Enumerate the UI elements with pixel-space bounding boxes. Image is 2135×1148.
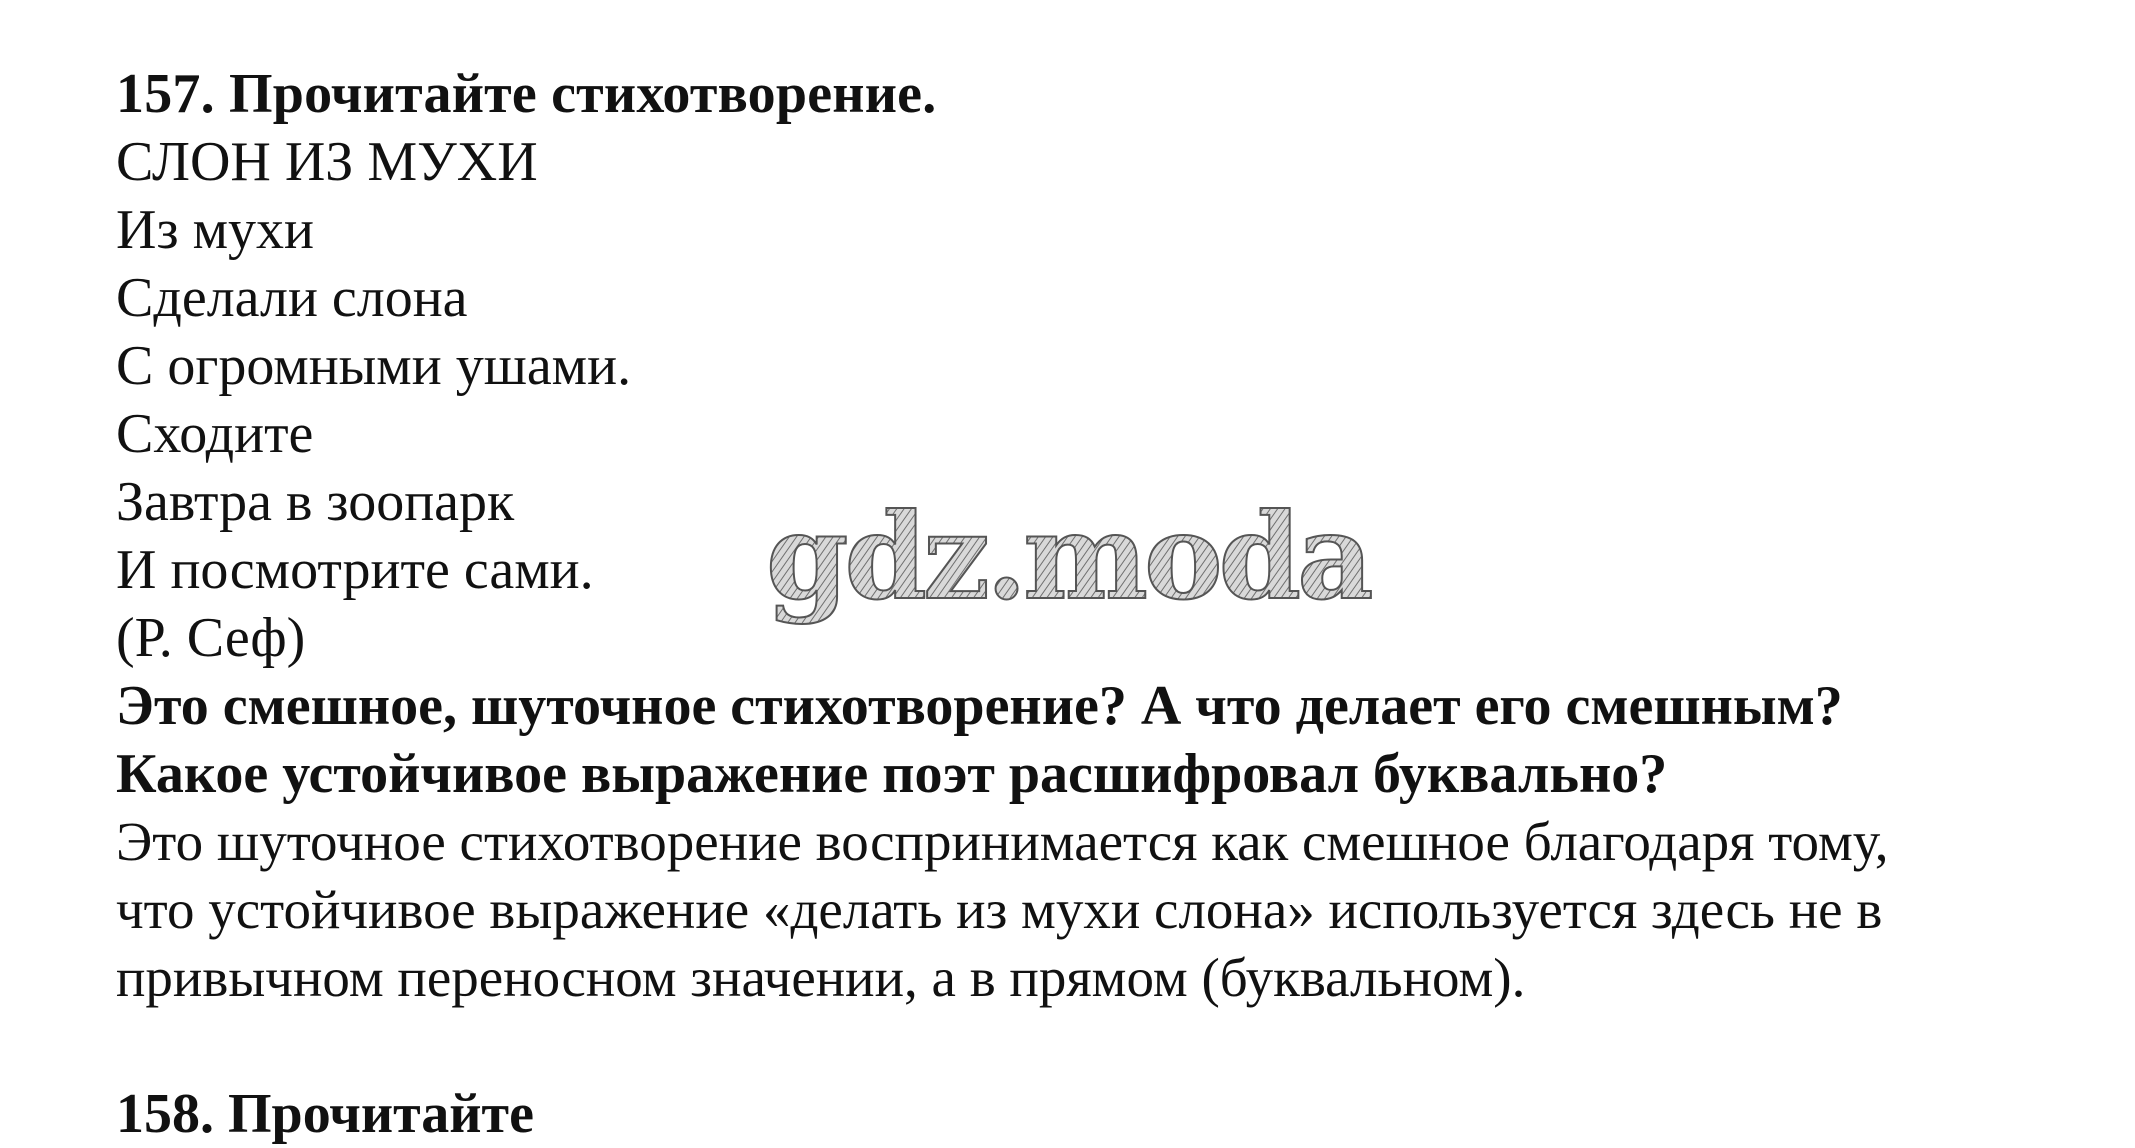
exercise-heading: 157. Прочитайте стихотворение. [116, 63, 937, 125]
poem-line: Сделали слона [116, 267, 468, 329]
cut-next-exercise-text: 158. Прочитайте [116, 1083, 534, 1145]
question-line: Это смешное, шуточное стихотворение? А что делает его смешным? [116, 675, 1843, 737]
answer-line: привычном переносном значении, а в прямом (буквальном). [116, 947, 1526, 1008]
answer-line: Это шуточное стихотворение воспринимается как смешное благодаря тому, [116, 811, 1889, 872]
watermark-text: gdz.moda [766, 487, 1370, 626]
cut-next-exercise [116, 1080, 536, 1145]
poem-line: И посмотрите сами. [116, 539, 594, 601]
question-line: Какое устойчивое выражение поэт расшифровал буквально? [116, 743, 1668, 805]
poem-title: СЛОН ИЗ МУХИ [116, 131, 538, 193]
answer-line: что устойчивое выражение «делать из мухи слона» используется здесь не в [116, 879, 1883, 940]
poem-line: С огромными ушами. [116, 335, 632, 397]
poem-line: Сходите [116, 403, 314, 465]
poem-line: Завтра в зоопарк [116, 471, 515, 533]
poem-line: Из мухи [116, 199, 314, 261]
watermark-logo [760, 487, 1380, 644]
poem-author: (Р. Сеф) [116, 607, 306, 669]
